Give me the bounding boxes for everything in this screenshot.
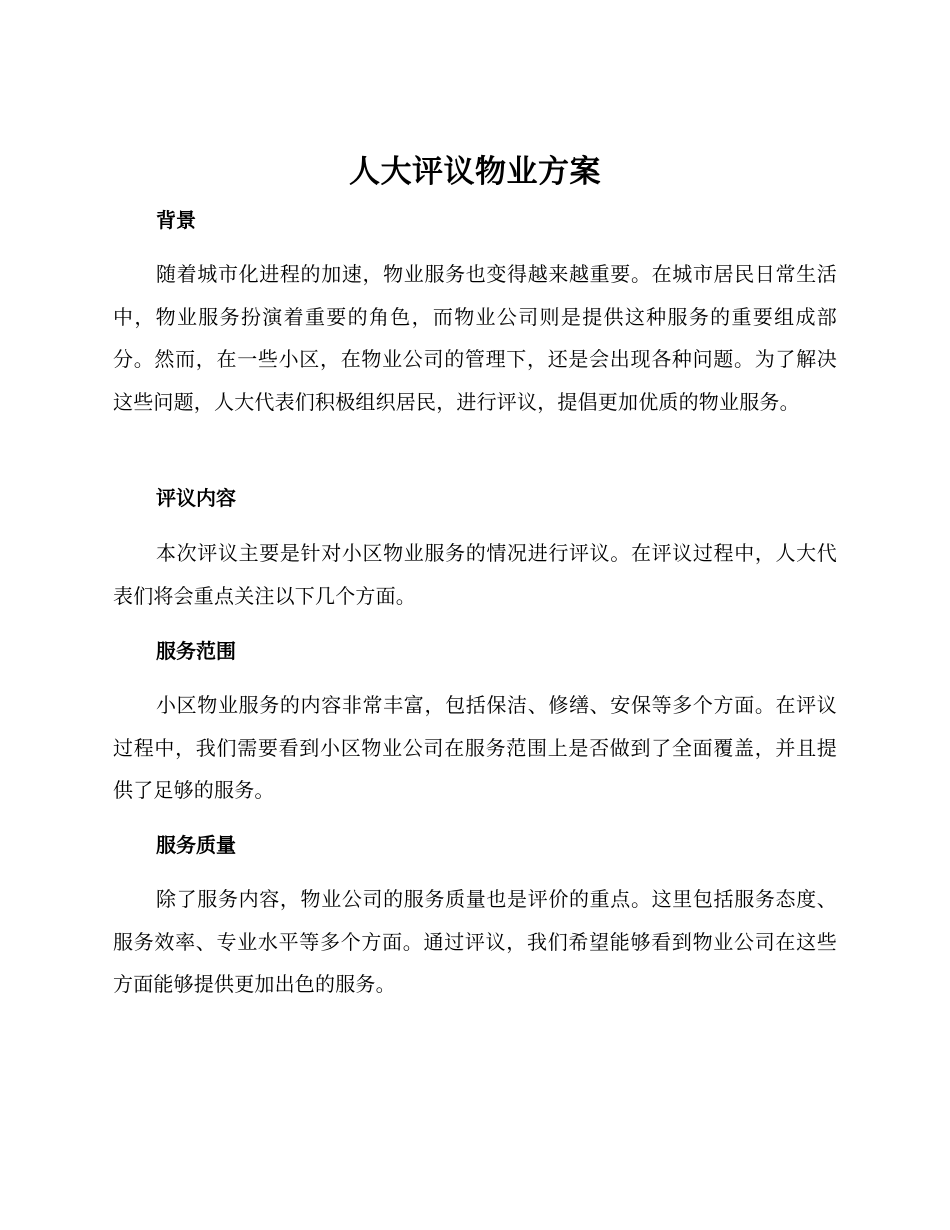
section-heading-service-scope: 服务范围 <box>156 639 236 663</box>
section-paragraph-service-scope: 小区物业服务的内容非常丰富，包括保洁、修缮、安保等多个方面。在评议过程中，我们需要看到小区物业公司在服务范围上是否做到了全面覆盖，并且提供了足够的服务。 <box>113 693 837 802</box>
section-paragraph-background: 随着城市化进程的加速，物业服务也变得越来越重要。在城市居民日常生活中，物业服务扮演着重要的角色，而物业公司则是提供这种服务的重要组成部分。然而，在一些小区，在物业公司的管理下，还是会出现各种问题。为了解决这些问题，人大代表们积极组织居民，进行评议，提倡更加优质的物业服务。 <box>113 262 837 414</box>
section-paragraph-review-content: 本次评议主要是针对小区物业服务的情况进行评议。在评议过程中，人大代表们将会重点关注以下几个方面。 <box>113 541 837 608</box>
document-title: 人大评议物业方案 <box>349 154 601 190</box>
section-heading-review-content: 评议内容 <box>156 486 236 510</box>
section-heading-background: 背景 <box>156 208 196 232</box>
section-heading-service-quality: 服务质量 <box>156 833 236 857</box>
section-paragraph-service-quality: 除了服务内容，物业公司的服务质量也是评价的重点。这里包括服务态度、服务效率、专业水平等多个方面。通过评议，我们希望能够看到物业公司在这些方面能够提供更加出色的服务。 <box>113 887 837 996</box>
